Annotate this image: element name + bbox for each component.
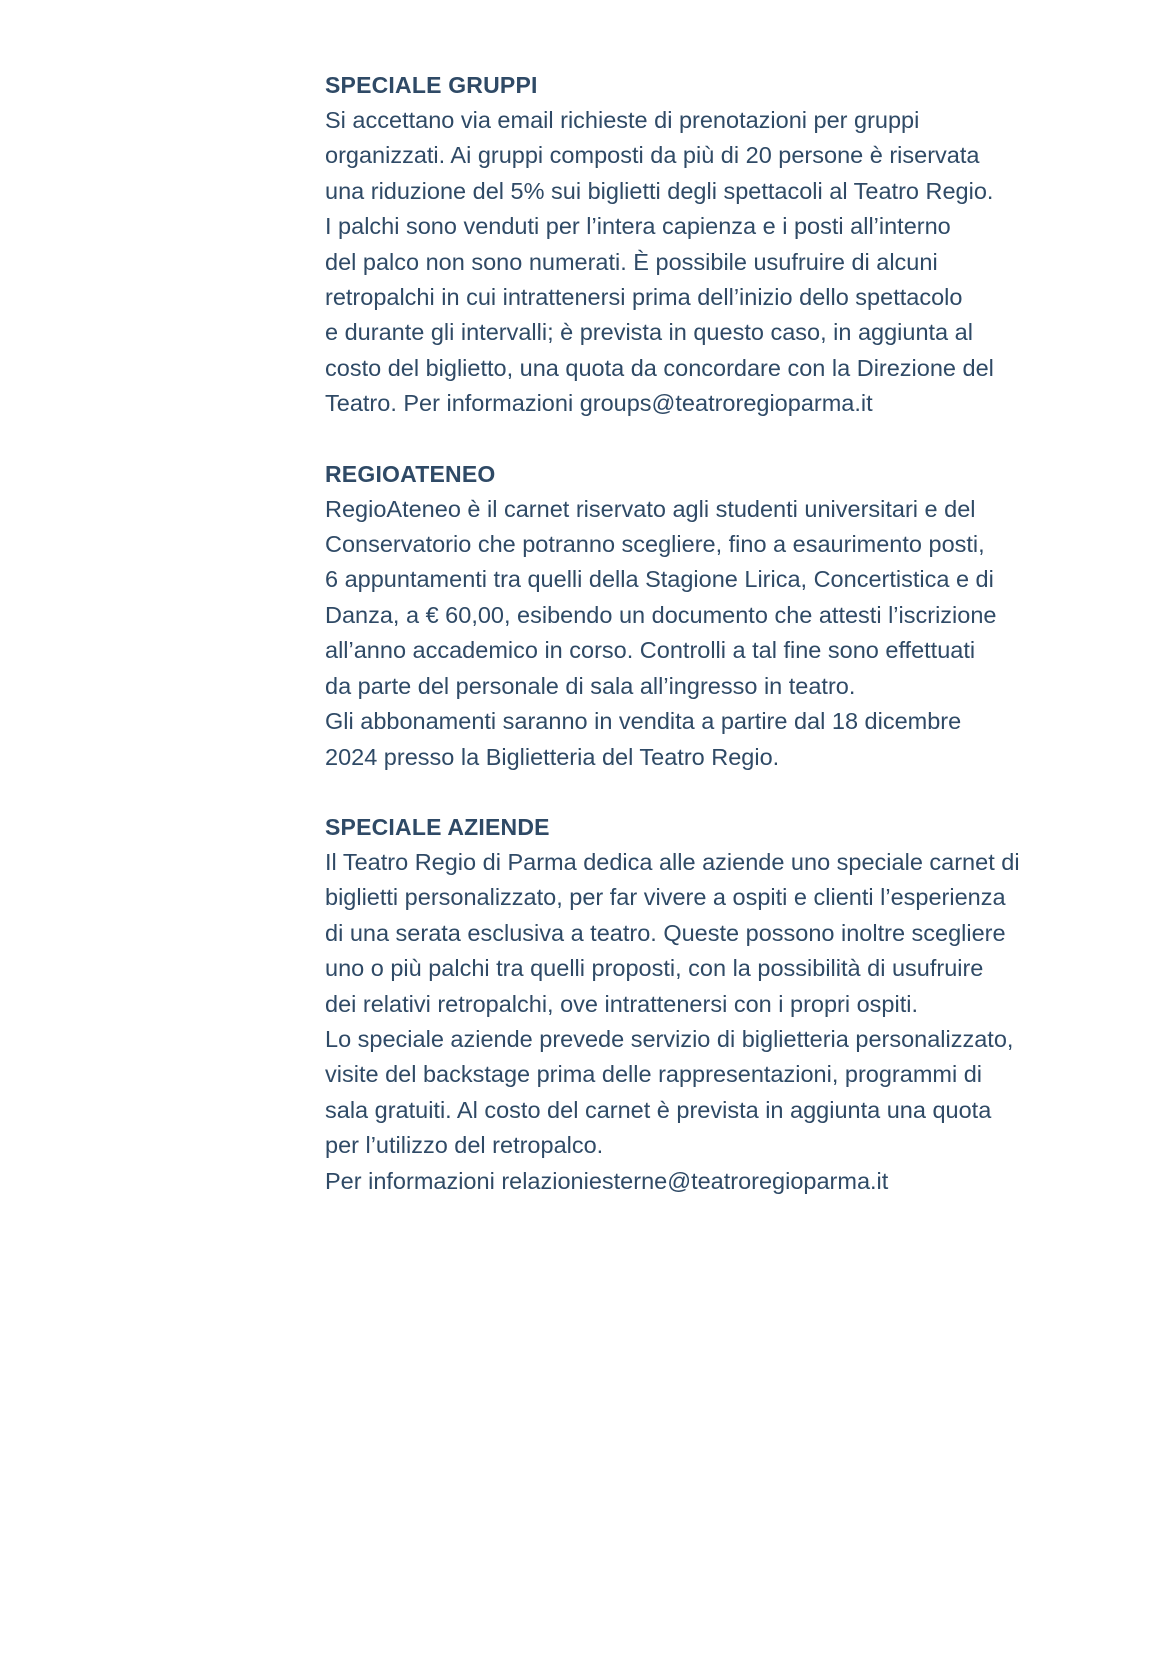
section-regioateneo <box>325 457 1125 775</box>
section-heading: SPECIALE GRUPPI <box>325 72 538 98</box>
paragraph-line: 2024 presso la Biglietteria del Teatro Regio. <box>325 743 780 770</box>
paragraph-line: Danza, a € 60,00, esibendo un documento che attesti l’iscrizione <box>325 601 997 628</box>
paragraph-line: Conservatorio che potranno scegliere, fino a esaurimento posti, <box>325 531 985 558</box>
paragraph-line: da parte del personale di sala all’ingresso in teatro. <box>325 672 856 699</box>
paragraph-line: RegioAteneo è il carnet riservato agli studenti universitari e del <box>325 495 976 522</box>
paragraph-line: Si accettano via email richieste di prenotazioni per gruppi <box>325 107 920 133</box>
contact-line: Teatro. Per informazioni groups@teatroregioparma.it <box>325 390 873 417</box>
paragraph-line: costo del biglietto, una quota da concordare con la Direzione del <box>325 354 994 381</box>
section-speciale-gruppi <box>325 68 1125 422</box>
contact-line: Per informazioni relazioniesterne@teatroregioparma.it <box>325 1167 889 1194</box>
paragraph-line: del palco non sono numerati. È possibile usufruire di alcuni <box>325 248 938 275</box>
paragraph-line: dei relativi retropalchi, ove intrattenersi con i propri ospiti. <box>325 990 918 1017</box>
document-body <box>325 68 1125 1234</box>
paragraph-line: 6 appuntamenti tra quelli della Stagione Lirica, Concertistica e di <box>325 566 994 593</box>
section-heading: REGIOATENEO <box>325 460 496 487</box>
section-speciale-aziende <box>325 810 1125 1199</box>
paragraph-line: all’anno accademico in corso. Controlli a tal fine sono effettuati <box>325 637 976 664</box>
paragraph-line: Lo speciale aziende prevede servizio di biglietteria personalizzato, <box>325 1025 1014 1052</box>
paragraph-line: biglietti personalizzato, per far vivere a ospiti e clienti l’esperienza <box>325 884 1006 911</box>
paragraph-line: retropalchi in cui intrattenersi prima dell’inizio dello spettacolo <box>325 284 963 311</box>
paragraph-line: Gli abbonamenti saranno in vendita a partire dal 18 dicembre <box>325 708 962 735</box>
paragraph-line: e durante gli intervalli; è prevista in questo caso, in aggiunta al <box>325 319 973 346</box>
paragraph-line: uno o più palchi tra quelli proposti, con la possibilità di usufruire <box>325 955 984 982</box>
paragraph-line: di una serata esclusiva a teatro. Queste possono inoltre scegliere <box>325 919 1006 946</box>
paragraph-line: una riduzione del 5% sui biglietti degli spettacoli al Teatro Regio. <box>325 177 994 204</box>
section-heading: SPECIALE AZIENDE <box>325 813 550 840</box>
paragraph-line: sala gratuiti. Al costo del carnet è prevista in aggiunta una quota <box>325 1096 992 1123</box>
paragraph-line: per l’utilizzo del retropalco. <box>325 1132 604 1159</box>
paragraph-line: I palchi sono venduti per l’intera capienza e i posti all’interno <box>325 213 951 240</box>
paragraph-line: visite del backstage prima delle rappresentazioni, programmi di <box>325 1061 983 1088</box>
paragraph-line: organizzati. Ai gruppi composti da più di 20 persone è riservata <box>325 142 980 169</box>
paragraph-line: Il Teatro Regio di Parma dedica alle aziende uno speciale carnet di <box>325 848 1020 875</box>
